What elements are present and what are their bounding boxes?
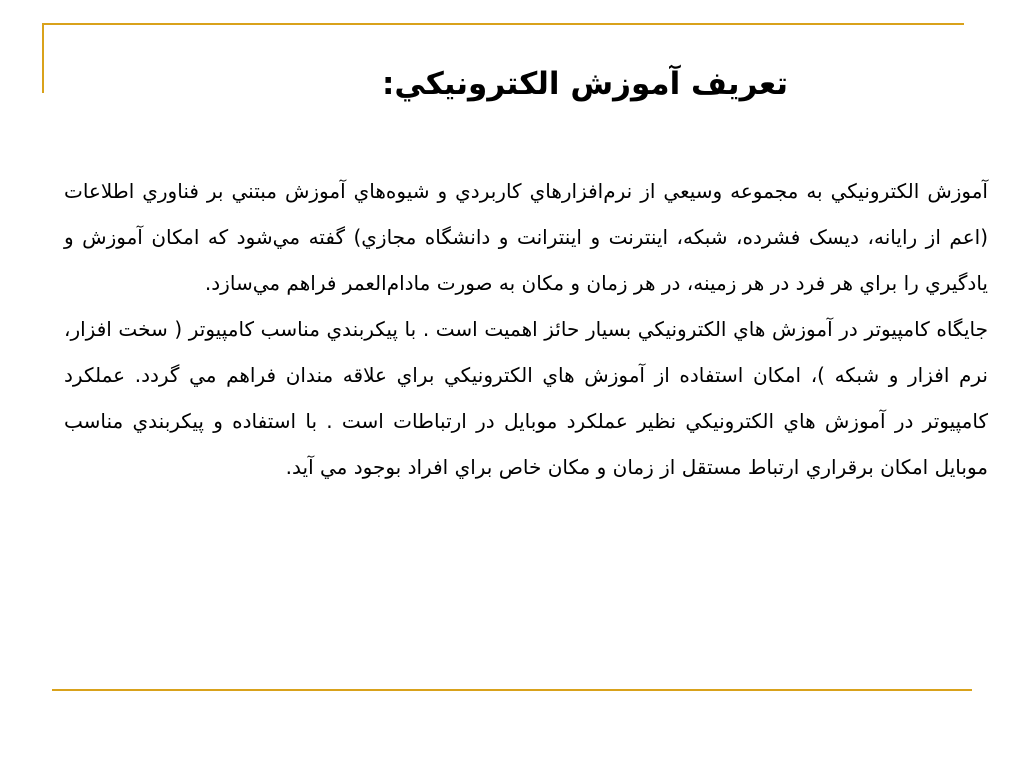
bottom-rule bbox=[52, 689, 972, 691]
paragraph-computer-role: جايگاه كامپيوتر در آموزش هاي الكترونيكي بسيار حائز اهميت است . با پيكربندي مناسب كامپيوتر ( سخت افزار، نرم افزار و شبكه )، امكان استفاده از آموزش هاي الكترونيكي براي علاقه مندان فراهم مي گردد. عملكرد كامپيوتر در آموزش هاي الكترونيكي نظير عملكرد موبايل در ارتباطات است . با استفاده و پيكربندي مناسب موبايل امكان برقراري ارتباط مستقل از زمان و مكان خاص براي افراد بوجود مي آيد. bbox=[64, 317, 988, 479]
slide-title: تعريف آموزش الكترونيكي: bbox=[381, 66, 788, 102]
paragraph-definition: آموزش الكترونيكي به مجموعه وسيعي از نرم‌افزارهاي كاربردي و شيوه‌هاي آموزش مبتني بر فناوري اطلاعات (اعم از رايانه، ديسک فشرده، شبکه، اينترنت و اينترانت و دانشگاه مجازي) گفته مي‌شود كه امكان آموزش و يادگيري را براي هر فرد در هر زمينه، در هر زمان و مكان به صورت مادام‌العمر فراهم مي‌سازد. bbox=[64, 179, 988, 295]
slide-body bbox=[64, 168, 988, 490]
top-rule bbox=[42, 23, 964, 25]
left-rule bbox=[42, 23, 44, 93]
